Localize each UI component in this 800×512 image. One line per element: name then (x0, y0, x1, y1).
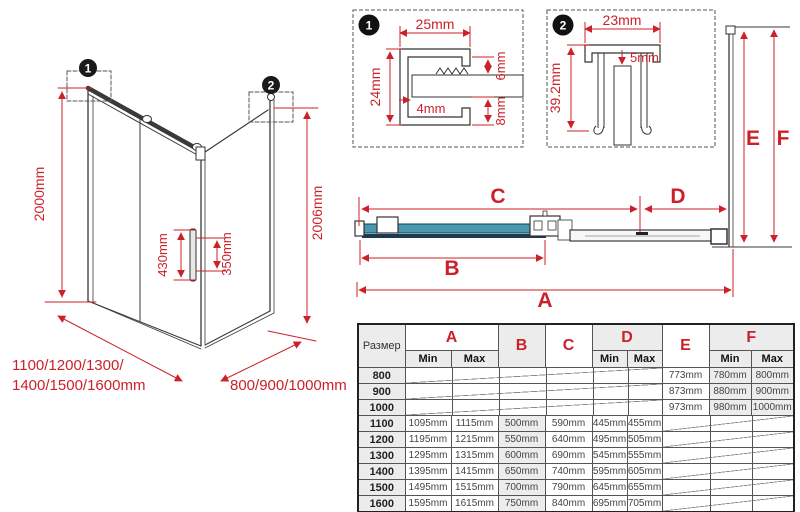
row-size-1300: 1300 (358, 448, 405, 464)
table-cell: 595mm (592, 464, 627, 480)
table-cell: 1415mm (451, 464, 498, 480)
subheader-A-Max: Max (451, 351, 498, 368)
table-cell: 1615mm (451, 496, 498, 512)
dim-label-E: E (745, 127, 761, 150)
table-cell: 1495mm (405, 480, 451, 496)
door-track-bar (362, 234, 546, 238)
not-applicable-cell (662, 448, 794, 464)
dim-label-A: A (537, 289, 553, 312)
detail-2-width: 23mm (602, 12, 642, 28)
row-size-1100: 1100 (358, 416, 405, 432)
side-panel-top-cap (726, 26, 735, 34)
detail-1-height: 24mm (367, 67, 383, 107)
table-cell: 900mm (751, 384, 794, 400)
table-cell: 1195mm (405, 432, 451, 448)
iso-view (12, 59, 347, 394)
table-cell: 605mm (627, 464, 662, 480)
detail-2-number: 2 (559, 18, 567, 33)
table-cell: 1315mm (451, 448, 498, 464)
table-cell: 500mm (498, 416, 545, 432)
detail-1 (353, 10, 523, 147)
row-size-1500: 1500 (358, 480, 405, 496)
dim-height-left: 2000mm (31, 166, 47, 222)
size-table (357, 323, 795, 512)
table-cell: 880mm (709, 384, 751, 400)
callout-1-number: 1 (84, 61, 92, 76)
roller-pin (543, 211, 547, 216)
table-cell: 980mm (709, 400, 751, 416)
table-cell: 780mm (709, 368, 751, 384)
table-cell: 555mm (627, 448, 662, 464)
wall-knob (268, 94, 275, 101)
roller-block-left (377, 217, 398, 233)
dim-handle-height: 430mm (155, 233, 170, 277)
table-cell: 1595mm (405, 496, 451, 512)
table-cell: 455mm (627, 416, 662, 432)
detail-1-gap: 4mm (416, 101, 446, 116)
table-cell: 690mm (545, 448, 592, 464)
dim-depth-range: 800/900/1000mm (230, 377, 347, 394)
detail-2-gap: 5mm (630, 50, 659, 65)
table-cell: 1215mm (451, 432, 498, 448)
dim-label-B: B (444, 257, 460, 280)
not-applicable-cell (405, 384, 662, 400)
subheader-D-Max: Max (627, 351, 662, 368)
rail-junction (196, 147, 205, 160)
col-header-D: D (592, 324, 662, 351)
row-size-900: 900 (358, 384, 405, 400)
fixed-panel-glass (570, 230, 713, 241)
table-cell: 873mm (662, 384, 709, 400)
dim-width-range-2: 1400/1500/1600mm (12, 377, 146, 394)
table-cell: 600mm (498, 448, 545, 464)
not-applicable-cell (662, 432, 794, 448)
panel-seal (636, 232, 648, 235)
table-cell: 1095mm (405, 416, 451, 432)
gasket-icon (436, 68, 468, 74)
col-header-C: C (545, 324, 592, 368)
table-cell: 640mm (545, 432, 592, 448)
table-cell: 695mm (592, 496, 627, 512)
guide-block (548, 221, 556, 230)
roller-icon (143, 116, 152, 123)
table-cell: 445mm (592, 416, 627, 432)
subheader-F-Min: Min (709, 351, 751, 368)
table-cell: 840mm (545, 496, 592, 512)
table-cell: 800mm (751, 368, 794, 384)
plan-view (355, 26, 792, 312)
detail-1-width: 25mm (415, 16, 455, 32)
row-size-1600: 1600 (358, 496, 405, 512)
subheader-D-Min: Min (592, 351, 627, 368)
row-size-1000: 1000 (358, 400, 405, 416)
table-cell: 1515mm (451, 480, 498, 496)
row-size-800: 800 (358, 368, 405, 384)
table-cell: 1395mm (405, 464, 451, 480)
glass-panel-section (614, 66, 631, 145)
table-cell: 550mm (498, 432, 545, 448)
table-cell: 700mm (498, 480, 545, 496)
subheader-A-Min: Min (405, 351, 451, 368)
not-applicable-cell (662, 480, 794, 496)
dim-label-F: F (776, 127, 790, 150)
detail-1-number: 1 (365, 18, 373, 33)
table-cell: 645mm (592, 480, 627, 496)
dim-width-range-1: 1100/1200/1300/ (12, 357, 124, 374)
dim-height-right: 2006mm (309, 185, 325, 241)
table-size-header: Размер (358, 324, 405, 368)
door-handle[interactable] (190, 229, 196, 281)
table-cell: 545mm (592, 448, 627, 464)
not-applicable-cell (405, 400, 662, 416)
not-applicable-cell (662, 464, 794, 480)
row-size-1400: 1400 (358, 464, 405, 480)
wall-profile-end (711, 229, 727, 244)
detail-1-overlap-bottom: 8mm (493, 96, 508, 126)
col-header-A: A (405, 324, 498, 351)
table-cell: 650mm (498, 464, 545, 480)
subheader-F-Max: Max (751, 351, 794, 368)
table-cell: 705mm (627, 496, 662, 512)
guide-block (534, 221, 542, 230)
not-applicable-cell (662, 416, 794, 432)
not-applicable-cell (405, 368, 662, 384)
col-header-E: E (662, 324, 709, 368)
table-cell: 790mm (545, 480, 592, 496)
table-cell: 495mm (592, 432, 627, 448)
dim-handle-inner: 350mm (219, 232, 234, 276)
table-cell: 1295mm (405, 448, 451, 464)
dim-label-C: C (490, 185, 506, 208)
table-cell: 1115mm (451, 416, 498, 432)
not-applicable-cell (662, 496, 794, 512)
col-header-F: F (709, 324, 794, 351)
col-header-B: B (498, 324, 545, 368)
detail-2 (547, 10, 715, 147)
callout-2-number: 2 (267, 78, 275, 93)
row-size-1200: 1200 (358, 432, 405, 448)
table-cell: 773mm (662, 368, 709, 384)
table-cell: 973mm (662, 400, 709, 416)
detail-1-overlap-top: 6mm (493, 51, 508, 81)
detail-2-height: 39.2mm (547, 62, 563, 114)
table-cell: 655mm (627, 480, 662, 496)
dim-label-D: D (670, 185, 686, 208)
table-cell: 505mm (627, 432, 662, 448)
table-cell: 590mm (545, 416, 592, 432)
table-cell: 1000mm (751, 400, 794, 416)
table-cell: 740mm (545, 464, 592, 480)
table-cell: 750mm (498, 496, 545, 512)
